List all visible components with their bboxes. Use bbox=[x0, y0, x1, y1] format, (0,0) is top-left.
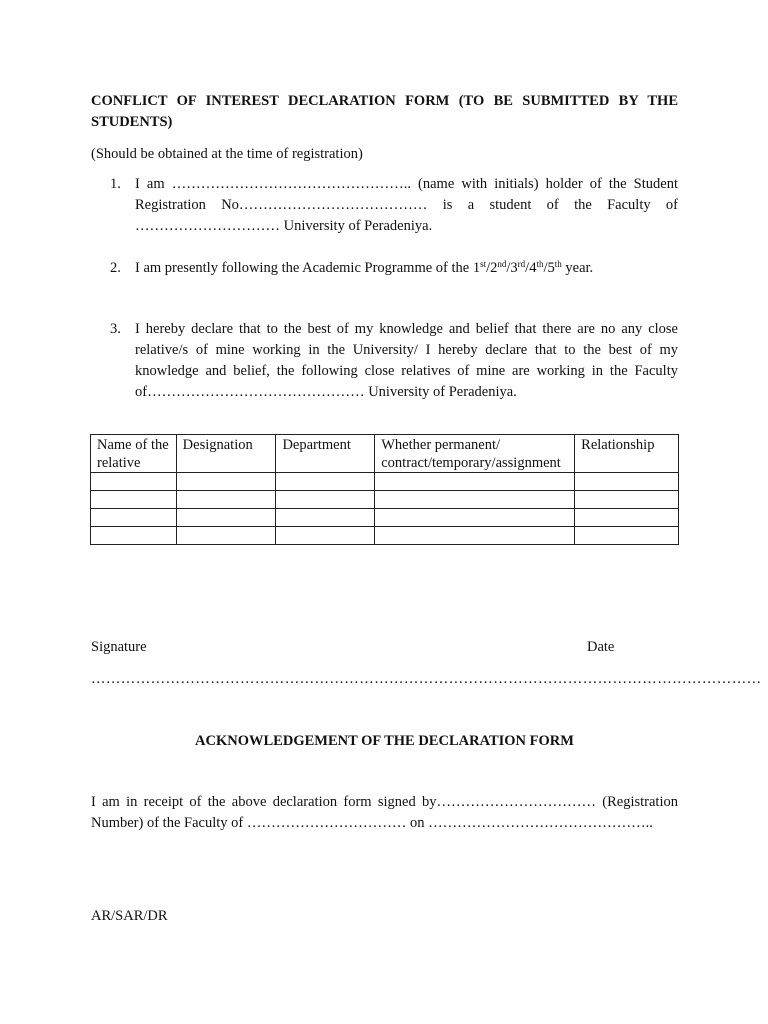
table-cell[interactable] bbox=[176, 491, 276, 509]
item-3-text: I hereby declare that to the best of my knowledge and belief that there are no any close relative/s of mine working in the University/ I hereby declare that to the best of my knowledge and belief, the following close relatives of mine are working in the Faculty bbox=[135, 321, 678, 379]
acknowledgement-line-2: Number) of the Faculty of …………………………… on ……………………………………….. bbox=[91, 815, 653, 831]
table-row bbox=[91, 527, 679, 545]
date-label: Date bbox=[587, 639, 615, 655]
officer-designation: AR/SAR/DR bbox=[91, 908, 168, 924]
table-cell[interactable] bbox=[91, 491, 177, 509]
item-1-line-1: I am ………………………………………….. (name with initials) holder of the Student bbox=[135, 176, 678, 192]
form-subtitle: (Should be obtained at the time of registration) bbox=[91, 146, 363, 162]
table-cell[interactable] bbox=[375, 527, 575, 545]
col-header-employment-type: Whether permanent/ contract/temporary/assignment bbox=[375, 435, 575, 473]
table-cell[interactable] bbox=[375, 509, 575, 527]
acknowledgement-title: ACKNOWLEDGEMENT OF THE DECLARATION FORM bbox=[195, 733, 574, 749]
item-number: 2. bbox=[110, 260, 121, 276]
table-cell[interactable] bbox=[575, 491, 679, 509]
table-row bbox=[91, 509, 679, 527]
declaration-item-2 bbox=[110, 258, 678, 280]
item-1-line-3: ………………………… University of Peradeniya. bbox=[135, 218, 433, 234]
table-header-row bbox=[91, 435, 679, 473]
declaration-item-1 bbox=[110, 174, 678, 238]
table-cell[interactable] bbox=[176, 527, 276, 545]
acknowledgement-text bbox=[91, 792, 678, 834]
table-row bbox=[91, 473, 679, 491]
table-row bbox=[91, 491, 679, 509]
table-cell[interactable] bbox=[276, 509, 375, 527]
table-cell[interactable] bbox=[276, 491, 375, 509]
table-cell[interactable] bbox=[276, 527, 375, 545]
acknowledgement-line-1: I am in receipt of the above declaration form signed by…………………………… (Registration bbox=[91, 794, 678, 810]
item-3-last-line: of……………………………………… University of Peradeniya. bbox=[135, 384, 517, 400]
col-header-relationship: Relationship bbox=[575, 435, 679, 473]
table-cell[interactable] bbox=[375, 491, 575, 509]
col-header-name: Name of the relative bbox=[91, 435, 177, 473]
col-header-department: Department bbox=[276, 435, 375, 473]
relatives-table bbox=[90, 434, 679, 545]
signature-label: Signature bbox=[91, 639, 147, 655]
declaration-item-3 bbox=[110, 319, 678, 405]
item-1-line-2: Registration No………………………………… is a student of the Faculty of bbox=[135, 197, 678, 213]
col-header-designation: Designation bbox=[176, 435, 276, 473]
item-number: 3. bbox=[110, 321, 121, 337]
table-cell[interactable] bbox=[176, 473, 276, 491]
form-title: CONFLICT OF INTEREST DECLARATION FORM (TO BE SUBMITTED BY THE STUDENTS) bbox=[91, 93, 678, 130]
signature-dotted-line[interactable]: ……………………………………………………………………………………………………………………… bbox=[91, 671, 762, 687]
item-2-text: I am presently following the Academic Programme of the 1st/2nd/3rd/4th/5th year. bbox=[135, 259, 594, 276]
table-cell[interactable] bbox=[575, 473, 679, 491]
table-cell[interactable] bbox=[91, 527, 177, 545]
item-number: 1. bbox=[110, 176, 121, 192]
table-cell[interactable] bbox=[276, 473, 375, 491]
table-cell[interactable] bbox=[575, 527, 679, 545]
table-cell[interactable] bbox=[176, 509, 276, 527]
table-cell[interactable] bbox=[575, 509, 679, 527]
table-cell[interactable] bbox=[91, 509, 177, 527]
table-cell[interactable] bbox=[375, 473, 575, 491]
table-cell[interactable] bbox=[91, 473, 177, 491]
